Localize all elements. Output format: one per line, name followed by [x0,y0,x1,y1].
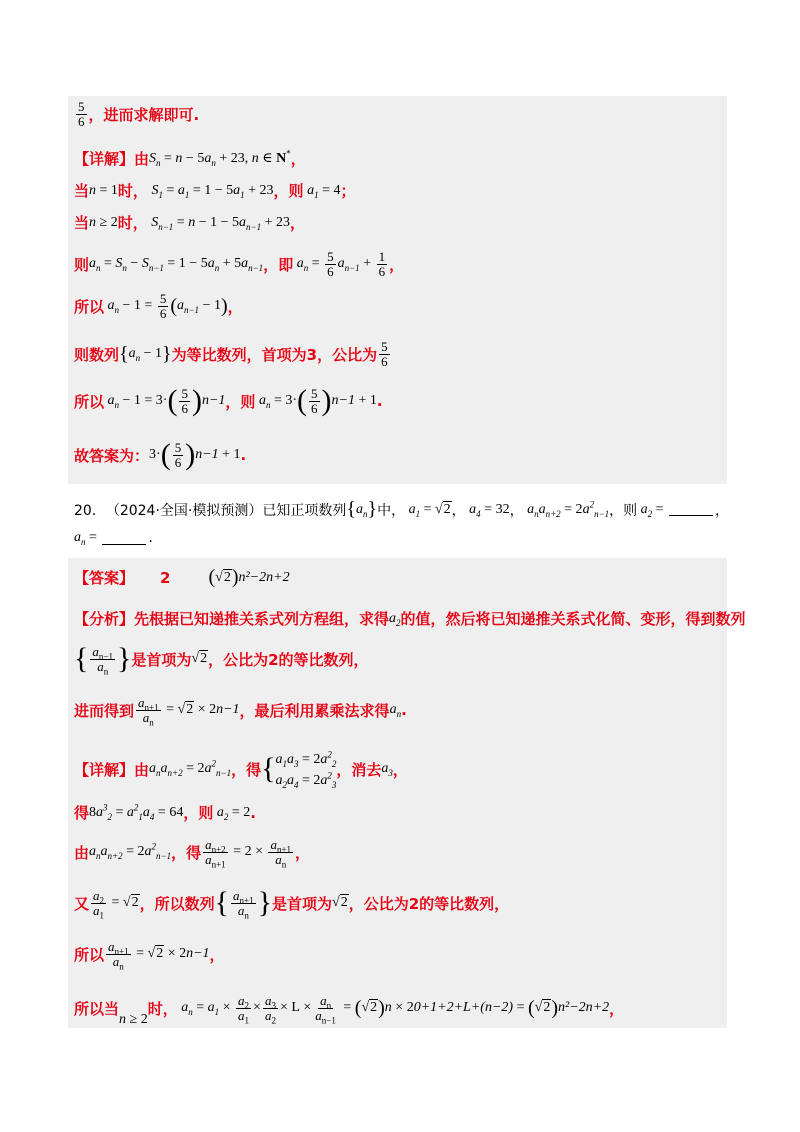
answer-line: 【答案】 2 ( √2 ) n²−2n+2 [74,566,290,588]
detail-line-3: 由 $a_na_{n+2}$ = 2 $a^2_{n-1}$ ，得 $\frac{a_{n+2}}{a_{n+1}}$ = 2 × $\frac{a_{n+1}}{a_n}$ ， [74,837,311,870]
text: 时， [117,182,148,200]
answer-blank-1[interactable] [669,503,713,516]
question-stem: 已知正项数列 [262,502,347,519]
text: 的值，然后将已知递推关系式化简、变形，得到数列 [400,610,746,628]
text: 所以 [74,392,105,411]
text: 中， [377,502,406,519]
question-source: （2024·全国·模拟预测） [105,502,263,519]
text: ，所以数列 [139,894,215,913]
line-6: 所以 $a_n$ − 1 = $\frac{5}{6}$ ( $a_{n-1}$ − 1 ) ， [74,291,243,321]
text: 当 [74,182,90,200]
text: ，则 [183,804,214,822]
answer-blank-2[interactable] [102,532,146,545]
question-20-line-2: $a_n$ = . [74,530,153,547]
line-3: 当 n = 1 时， $S_1$ = $a_1$ = 1 − 5 $a_1$ + 23 ，则 $a_1$ = 4 ； [74,182,356,200]
text: 又 [74,894,90,913]
text: 则数列 [74,345,120,364]
text: 所以 [74,945,105,964]
detail-line-6: 所以当 n ≥ 2 时， $a_n$ = $a_1$ × $\frac{a_2}{a_1}$ × $\frac{a_3}{a_2}$ × L × $\frac{a_n}{a_{n-1}}$ = ( √2 ) n × 2 0+1+2+L+(n−2) = ( √2 ) n²−2n+2 ， [74,993,625,1028]
text: 由 [74,843,90,862]
text: ，得 [231,760,262,779]
text: ，则 [225,392,256,411]
text: 所以当 [74,999,120,1018]
text: ，则 [609,502,638,519]
detail-label: 【详解】由 [74,150,150,168]
detail-line-2: 得 8 $a^3_2$ = $a^2_1a_4$ = 64 ，则 $a_2$ = 2 . [74,801,256,822]
analysis-line-3: 进而得到 $\frac{a_{n+1}}{a_n}$ = √2 × 2 n−1 ，最后利用累乘法求得 $a_n$ . [74,695,407,728]
question-number: 20． [74,502,106,519]
text: ，进而求解即可. [88,105,200,124]
text: ，则 [273,182,304,200]
text: ，最后利用累乘法求得 [239,701,390,720]
text: ，消去 [336,760,382,779]
text: 则 [74,255,90,274]
line-5: 则 $a_n$ = $S_n$ − $S_{n-1}$ = 1 − 5 $a_n$ + 5 $a_{n-1}$ ，即 $a_n$ = $\frac{5}{6}$ $a_{n-1}$ + $\frac{1}{6}$ ， [74,249,405,279]
text: 当 [74,214,90,232]
text: 时， [147,999,178,1018]
line-7: 则数列 { $a_n$ − 1 } 为等比数列，首项为3，公比为 $\frac{5}{6}$ [74,339,388,369]
answer-label: 【答案】 [74,569,135,587]
line-8: 所以 $a_n$ − 1 = 3· ( $\frac{5}{6}$ ) n−1 ，则 $a_n$ = 3· ( $\frac{5}{6}$ ) n−1 + 1 . [74,384,383,417]
answer-value: 2 [160,568,171,587]
analysis-line-1: 【分析】先根据已知递推关系式列方程组，求得 $a_2$ 的值，然后将已知递推关系式化简、变形，得到数列 [74,610,746,628]
text: ，得 [171,843,202,862]
detail-line-1: 【详解】由 $a_na_{n+2}$ = 2 $a^2_{n-1}$ ，得 { $a_1a_3 = 2a^2_2$ $a_2a_4 = 2a^2_3$ ，消去 $a_3$ ， [74,749,408,790]
line-2: 【详解】由 $S_n$ = n − 5 $a_n$ + 23, n ∈ N* ， [74,148,306,168]
text: ，公比为2的等比数列， [348,894,510,913]
text: 所以 [74,297,105,316]
text: 【分析】先根据已知递推关系式列方程组，求得 [74,610,390,628]
text: ， [715,502,730,519]
text: ，即 [263,255,294,274]
line-4: 当 n ≥ 2 时， $S_{n-1}$ = n − 1 − 5 $a_{n-1}$ + 23 ， [74,214,305,232]
text: 得 [74,804,90,822]
text: 时， [117,214,148,232]
line-1: $\frac{5}{6}$ ，进而求解即可. [78,99,200,129]
text: 进而得到 [74,701,135,720]
detail-line-5: 所以 $\frac{a_{n+1}}{a_n}$ = √2 × 2 n−1 ， [74,939,225,972]
line-9: 故答案为： 3· ( $\frac{5}{6}$ ) n−1 + 1 . [74,438,247,471]
detail-line-4: 又 $\frac{a_2}{a_1}$ = √2 ，所以数列 { $\frac{a_{n+1}}{a_n}$ } 是首项为 √2 ，公比为2的等比数列， [74,886,510,921]
text: 是首项为 [272,894,333,913]
text: ，公比为2的等比数列， [208,650,369,669]
text: 为等比数列，首项为3，公比为 [171,345,378,364]
text: 【详解】由 [74,760,150,779]
text: 是首项为 [131,650,192,669]
question-20: 20． （2024·全国·模拟预测） 已知正项数列 { $a_n$ } 中， $a_1$ = √2 ， $a_4$ = 32 ， $a_na_{n+2}$ = 2 $a^2_{n-1}$ ，则 $a_2$ = ， [74,498,730,520]
text: 故答案为： [74,446,150,465]
analysis-line-2: { $\frac{a_{n-1}}{a_n}$ } 是首项为 √2 ，公比为2的等比数列， [74,642,369,677]
